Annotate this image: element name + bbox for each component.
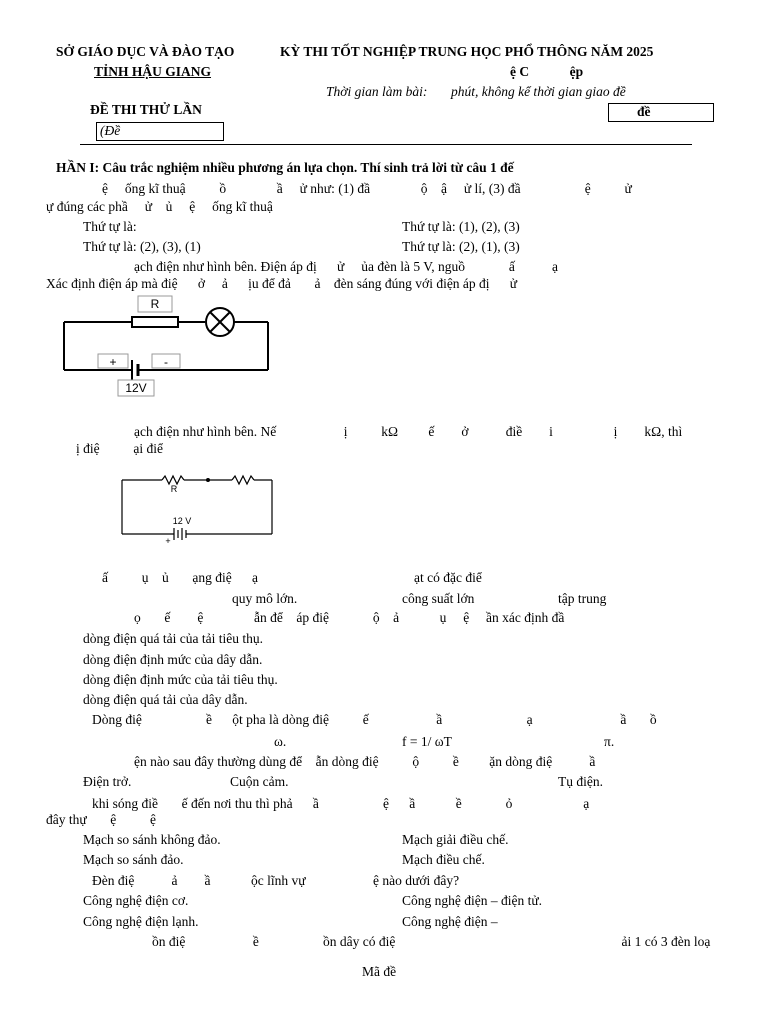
q8-stem: Đèn điệ ả ầ ộc lĩnh vự ệ nào dưới đây? (92, 873, 460, 888)
q3-resistor-1 (162, 476, 184, 484)
q1-option-c: Thứ tự là: (2), (3), (1) (83, 239, 201, 254)
q3-junction-node (206, 478, 210, 482)
q4b-option-c: dòng điện định mức của tải tiêu thụ. (83, 672, 278, 687)
q2-circuit-diagram (58, 292, 278, 402)
q6-option-resistor: Điện trở. (83, 774, 132, 789)
exam-title: KỲ THI TỐT NGHIỆP TRUNG HỌC PHỔ THÔNG NĂM 2025 (280, 44, 654, 59)
q4b-stem: ọ ế ệ ẫn để áp điệ ộ ả ụ ệ ần xác định đầ (134, 610, 565, 625)
q1-option-d: Thứ tự là: (2), (1), (3) (402, 239, 520, 254)
q2-voltage-label: 12V (125, 381, 147, 395)
q2-resistor-label: R (150, 297, 160, 311)
q3-voltage-label: 12 V (172, 516, 192, 526)
mock-exam-title: ĐỀ THI THỬ LẦN (90, 102, 202, 117)
q9-stem: ồn điệ ề ồn dây có điệ ải 1 có 3 đèn loạ (152, 934, 711, 949)
q1-stem-line2: ự đúng các phầ ử ủ ệ ống kĩ thuậ (46, 199, 273, 214)
q5-option-frequency: f = 1/ ωT (402, 734, 452, 749)
q3-stem-line2: ị điệ ại điể (76, 441, 163, 456)
header-divider (80, 144, 692, 145)
q4-choice-large-power: công suất lớn (402, 591, 475, 606)
q6-option-inductor: Cuộn cảm. (230, 774, 289, 789)
q3-resistor-2 (232, 476, 254, 484)
q4b-option-b: dòng điện định mức của dây dẫn. (83, 652, 263, 667)
q5-option-omega: ω. (274, 734, 287, 749)
sub-title-box (96, 122, 224, 141)
q4b-option-a: dòng điện quá tải của tải tiêu thụ. (83, 631, 263, 646)
q7-stem-line1: khi sóng điề ế đến nơi thu thì phả ầ ệ ầ ề ỏ ạ (92, 796, 590, 811)
q8-option-b: Công nghệ điện – điện tử. (402, 893, 543, 908)
time-line: Thời gian làm bài: phút, không kể thời gian giao đề (326, 84, 626, 99)
q8-option-c: Công nghệ điện lạnh. (83, 914, 199, 929)
department-name: SỞ GIÁO DỤC VÀ ĐÀO TẠO (56, 44, 235, 59)
exam-code-box (608, 103, 714, 122)
q7-option-c: Mạch so sánh đảo. (83, 852, 184, 867)
q1-option-a: Thứ tự là: (83, 219, 137, 234)
q7-option-a: Mạch so sánh không đảo. (83, 832, 221, 847)
q3-stem-line1: ạch điện như hình bên. Nế ị kΩ ế ở điề i ị kΩ, thì (134, 424, 683, 439)
q2-minus-label: - (164, 355, 168, 369)
part1-heading: HẦN I: Câu trắc nghiệm nhiều phương án lựa chọn. Thí sinh trả lời từ câu 1 đế (56, 160, 514, 175)
q2-plus-label: + (109, 355, 117, 369)
q4-stem-line1-right: ạt có đặc điể (414, 570, 482, 585)
q3-circuit-diagram (118, 472, 278, 548)
q4b-option-d: dòng điện quá tải của dây dẫn. (83, 692, 248, 707)
sub-title-text: (Đề (100, 123, 121, 138)
q7-option-b: Mạch giải điều chế. (402, 832, 509, 847)
subject-line: ệ C ệp (510, 64, 584, 79)
q2-resistor (132, 317, 178, 327)
q1-stem-line1: ệ ống kĩ thuậ ồ ầ ử như: (1) đầ ộ ậ ử lí, (3) đầ ệ ử (102, 181, 632, 196)
q3-plus-label: + (165, 536, 171, 546)
q1-option-b: Thứ tự là: (1), (2), (3) (402, 219, 520, 234)
q2-stem-line1: ạch điện như hình bên. Điện áp đị ử ủa đèn là 5 V, nguồ ấ ạ (134, 259, 558, 274)
q4-choice-centralized: tập trung (558, 591, 607, 606)
q4-stem-line1: ấ ụ ủ ạng điệ ạ (102, 570, 258, 585)
q7-option-d: Mạch điều chế. (402, 852, 485, 867)
exam-code-label: đề (637, 104, 651, 119)
q5-option-pi: π. (604, 734, 615, 749)
footer-exam-code: Mã đề (362, 964, 397, 979)
q8-option-a: Công nghệ điện cơ. (83, 893, 189, 908)
q8-option-d: Công nghệ điện – (402, 914, 498, 929)
q6-option-capacitor: Tụ điện. (558, 774, 603, 789)
q6-stem: ện nào sau đây thường dùng để ẫn dòng điệ ộ ề ặn dòng điệ ầ (134, 754, 596, 769)
q5-stem: Dòng điệ ề ột pha là dòng điệ ế ầ ạ ầ ồ (92, 712, 657, 727)
q2-stem-line2: Xác định điện áp mà điệ ở ả ịu để đả ả đèn sáng đúng với điện áp đị ử (46, 276, 518, 291)
q3-resistor-label: R (170, 484, 178, 494)
q7-stem-line2: đây thự ệ ệ (46, 812, 157, 827)
province-name: TỈNH HẬU GIANG (94, 64, 212, 79)
q4-choice-large-scale: quy mô lớn. (232, 591, 298, 606)
